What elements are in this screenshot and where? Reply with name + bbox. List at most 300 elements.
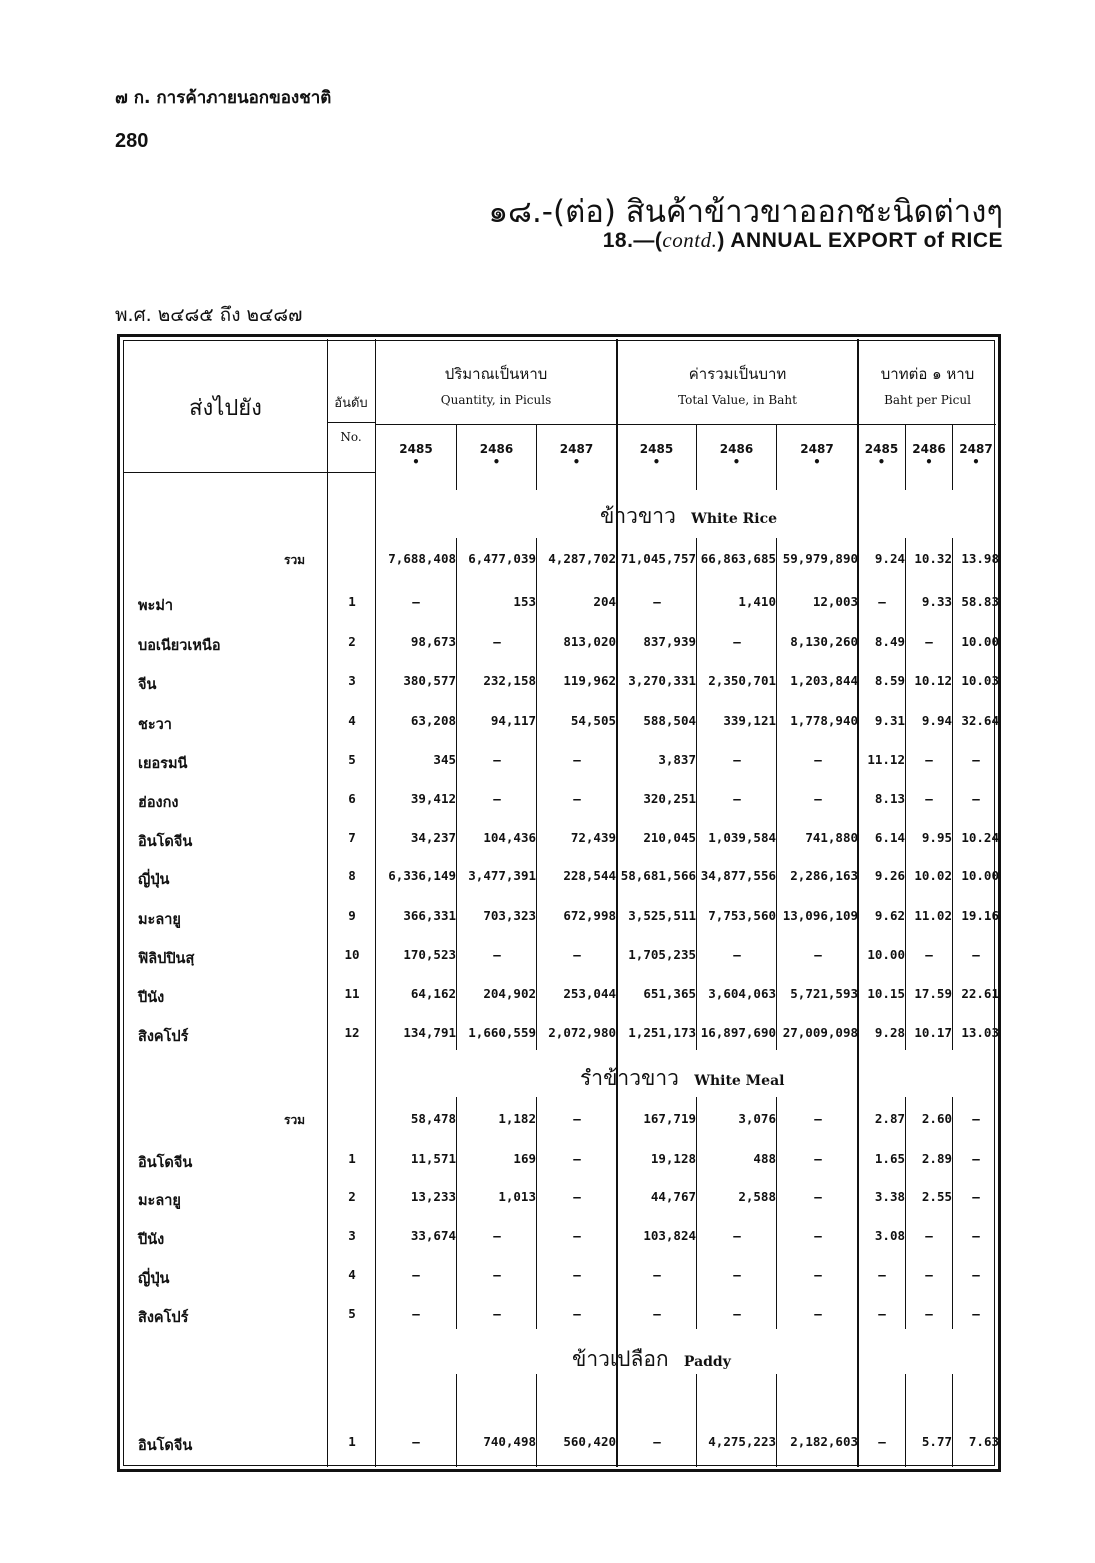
cell-value: — — [573, 1267, 581, 1282]
cell-value: 13,096,109 — [782, 908, 858, 923]
section-title-white-rice — [600, 500, 777, 533]
cell-value: 232,158 — [483, 673, 536, 688]
destination-name: ชะวา — [138, 717, 172, 733]
cell-value: 4,275,223 — [708, 1434, 776, 1449]
cell-value: 22.61 — [961, 986, 999, 1001]
cell-value: 167,719 — [643, 1111, 696, 1126]
cell-value: — — [925, 791, 933, 806]
cell-value: 58,681,566 — [620, 868, 696, 883]
year-mark: • — [925, 455, 933, 469]
cell-value: 34,237 — [410, 830, 456, 845]
cell-value: — — [925, 947, 933, 962]
table-row — [0, 908, 1095, 928]
cell-value: — — [733, 1306, 741, 1321]
cell-value: 10.32 — [914, 551, 952, 566]
cell-value: 339,121 — [723, 713, 776, 728]
section-title-white-meal — [580, 1062, 784, 1095]
header-rank-thai: อันดับ — [334, 396, 368, 411]
rank-number: 7 — [348, 830, 356, 845]
table-row — [0, 594, 1095, 614]
cell-value: 9.62 — [874, 908, 905, 923]
cell-value: — — [412, 594, 420, 609]
header-year — [457, 443, 536, 469]
header-year — [906, 443, 952, 469]
sub-col-line — [456, 1097, 457, 1329]
cell-value: 5,721,593 — [790, 986, 858, 1001]
cell-value: — — [814, 1306, 822, 1321]
cell-value: 44,767 — [650, 1189, 696, 1204]
header-rule-years — [376, 424, 996, 425]
cell-value: — — [653, 594, 661, 609]
destination-name: สิงคโปร์ — [138, 1029, 189, 1045]
cell-value: 153 — [513, 594, 536, 609]
table-row — [0, 986, 1095, 1006]
cell-value: 2.89 — [921, 1151, 952, 1166]
cell-value: 32.64 — [961, 713, 999, 728]
table-row — [0, 1025, 1095, 1045]
cell-value: 8.13 — [874, 791, 905, 806]
cell-value: — — [814, 947, 822, 962]
year-mark: • — [972, 455, 980, 469]
cell-value: — — [878, 1306, 886, 1321]
cell-value: 6.14 — [874, 830, 905, 845]
header-year — [777, 443, 857, 469]
table-row — [0, 1267, 1095, 1287]
cell-value: — — [573, 1151, 581, 1166]
cell-value: 58.83 — [961, 594, 999, 609]
cell-value: 740,498 — [483, 1434, 536, 1449]
title-prefix: 18.—( — [602, 229, 663, 252]
cell-value: 7.63 — [968, 1434, 999, 1449]
rank-number: 8 — [348, 868, 356, 883]
destination-name: พะม่า — [138, 598, 174, 614]
period-label: พ.ศ. ๒๔๘๕ ถึง ๒๔๘๗ — [115, 304, 303, 326]
cell-value: 3,076 — [738, 1111, 776, 1126]
cell-value: 1,660,559 — [468, 1025, 536, 1040]
rank-number: 4 — [348, 713, 356, 728]
cell-value: — — [925, 752, 933, 767]
cell-value: — — [653, 1434, 661, 1449]
cell-value: 345 — [433, 752, 456, 767]
total-label: รวม — [284, 553, 306, 567]
table-inner-border — [123, 340, 995, 1466]
table-row — [0, 868, 1095, 888]
cell-value: 837,939 — [643, 634, 696, 649]
destination-name: เยอรมนี — [138, 756, 188, 772]
cell-value: 9.94 — [921, 713, 952, 728]
rank-number: 5 — [348, 1306, 356, 1321]
cell-value: 1,039,584 — [708, 830, 776, 845]
destination-name: ปีนัง — [138, 990, 165, 1006]
cell-value: — — [972, 1228, 980, 1243]
cell-value: 2.60 — [921, 1111, 952, 1126]
header-baht-per-picul-thai: บาทต่อ ๑ หาบ — [880, 365, 975, 383]
cell-value: 8.59 — [874, 673, 905, 688]
cell-value: — — [733, 791, 741, 806]
cell-value: — — [733, 1267, 741, 1282]
table-row — [0, 1306, 1095, 1326]
cell-value: — — [653, 1306, 661, 1321]
col-line-val — [857, 339, 859, 1467]
cell-value: 3,270,331 — [628, 673, 696, 688]
header-rule-no — [328, 472, 375, 473]
cell-value: 380,577 — [403, 673, 456, 688]
cell-value: 813,020 — [563, 634, 616, 649]
cell-value: — — [925, 1228, 933, 1243]
header-year — [697, 443, 776, 469]
cell-value: 8,130,260 — [790, 634, 858, 649]
cell-value: 10.03 — [961, 673, 999, 688]
year-label: 2486 — [912, 442, 946, 456]
cell-value: 10.17 — [914, 1025, 952, 1040]
page-number: 280 — [115, 130, 149, 152]
cell-value: 10.00 — [867, 947, 905, 962]
cell-value: — — [814, 1228, 822, 1243]
table-row — [0, 673, 1095, 693]
cell-value: 72,439 — [570, 830, 616, 845]
destination-name: ฮ่องกง — [138, 795, 179, 811]
cell-value: 13.03 — [961, 1025, 999, 1040]
cell-value: 488 — [753, 1151, 776, 1166]
cell-value: — — [493, 1228, 501, 1243]
cell-value: — — [925, 634, 933, 649]
table-row — [0, 1228, 1095, 1248]
section-title-thai: ข้าวเปลือก — [572, 1347, 669, 1371]
cell-value: — — [573, 791, 581, 806]
year-mark: • — [492, 455, 501, 469]
cell-value: 66,863,685 — [700, 551, 776, 566]
cell-value: — — [493, 791, 501, 806]
cell-value: 7,688,408 — [388, 551, 456, 566]
cell-value: — — [733, 947, 741, 962]
cell-value: 170,523 — [403, 947, 456, 962]
cell-value: — — [493, 1267, 501, 1282]
cell-value: 9.28 — [874, 1025, 905, 1040]
cell-value: 134,791 — [403, 1025, 456, 1040]
cell-value: 169 — [513, 1151, 536, 1166]
cell-value: 1.65 — [874, 1151, 905, 1166]
cell-value: 2,588 — [738, 1189, 776, 1204]
table-frame — [117, 334, 1001, 1472]
cell-value: 27,009,098 — [782, 1025, 858, 1040]
rank-number: 12 — [344, 1025, 360, 1040]
cell-value: — — [573, 1111, 581, 1126]
rank-number: 1 — [348, 1434, 356, 1449]
cell-value: 1,410 — [738, 594, 776, 609]
cell-value: 34,877,556 — [700, 868, 776, 883]
destination-name: ญี่ปุ่น — [138, 1271, 170, 1287]
cell-value: 204 — [593, 594, 616, 609]
rank-number: 11 — [344, 986, 360, 1001]
cell-value: — — [733, 634, 741, 649]
cell-value: 9.24 — [874, 551, 905, 566]
year-label: 2485 — [639, 442, 674, 456]
header-rule-dest — [123, 472, 327, 473]
cell-value: 19,128 — [650, 1151, 696, 1166]
year-mark: • — [813, 455, 821, 469]
cell-value: — — [972, 1306, 980, 1321]
cell-value: 560,420 — [563, 1434, 616, 1449]
cell-value: 9.26 — [874, 868, 905, 883]
destination-name: สิงคโปร์ — [138, 1310, 189, 1326]
cell-value: 672,998 — [563, 908, 616, 923]
cell-value: 6,336,149 — [388, 868, 456, 883]
year-label: 2485 — [864, 442, 899, 456]
table-row — [0, 634, 1095, 654]
cell-value: 13,233 — [410, 1189, 456, 1204]
cell-value: — — [733, 1228, 741, 1243]
cell-value: 228,544 — [563, 868, 616, 883]
cell-value: 1,705,235 — [628, 947, 696, 962]
cell-value: — — [972, 1151, 980, 1166]
table-row — [0, 947, 1095, 967]
section-title-english: White Rice — [691, 511, 778, 527]
header-value-english: Total Value, in Baht — [678, 393, 797, 407]
cell-value: 3,477,391 — [468, 868, 536, 883]
col-line-dest — [327, 339, 328, 1467]
cell-value: — — [878, 594, 886, 609]
cell-value: 16,897,690 — [700, 1025, 776, 1040]
cell-value: — — [972, 1267, 980, 1282]
cell-value: 12,003 — [812, 594, 858, 609]
table-row — [0, 791, 1095, 811]
cell-value: 204,902 — [483, 986, 536, 1001]
cell-value: 1,203,844 — [790, 673, 858, 688]
cell-value: 210,045 — [643, 830, 696, 845]
cell-value: — — [493, 1306, 501, 1321]
cell-value: — — [814, 1267, 822, 1282]
cell-value: 11.12 — [867, 752, 905, 767]
cell-value: 71,045,757 — [620, 551, 696, 566]
table-row — [0, 1434, 1095, 1454]
year-mark: • — [877, 455, 886, 469]
cell-value: 6,477,039 — [468, 551, 536, 566]
header-year — [617, 443, 696, 469]
rank-number: 4 — [348, 1267, 356, 1282]
cell-value: 5.77 — [921, 1434, 952, 1449]
header-year — [953, 443, 999, 469]
cell-value: 3,604,063 — [708, 986, 776, 1001]
cell-value: 64,162 — [410, 986, 456, 1001]
destination-name: จีน — [138, 677, 157, 693]
cell-value: — — [925, 1306, 933, 1321]
cell-value: — — [814, 791, 822, 806]
cell-value: — — [733, 752, 741, 767]
cell-value: — — [972, 1189, 980, 1204]
title-contd: contd. — [662, 228, 718, 252]
cell-value: — — [493, 634, 501, 649]
table-row — [0, 1189, 1095, 1209]
destination-name: อินโดจีน — [138, 834, 193, 850]
cell-value: 588,504 — [643, 713, 696, 728]
rank-number: 2 — [348, 634, 356, 649]
year-mark: • — [412, 455, 420, 469]
destination-name: ปีนัง — [138, 1232, 165, 1248]
year-label: 2487 — [800, 442, 834, 456]
cell-value: 2,286,163 — [790, 868, 858, 883]
cell-value: 54,505 — [570, 713, 616, 728]
cell-value: 3,525,511 — [628, 908, 696, 923]
header-destination: ส่งไปยัง — [189, 396, 262, 421]
cell-value: 10.12 — [914, 673, 952, 688]
table-title-english — [603, 228, 1003, 253]
cell-value: — — [573, 752, 581, 767]
total-row — [0, 551, 1095, 571]
header-year — [376, 443, 456, 469]
rank-number: 5 — [348, 752, 356, 767]
sub-col-line — [536, 1097, 537, 1329]
rank-number: 6 — [348, 791, 356, 806]
header-year — [858, 443, 905, 469]
rank-number: 10 — [344, 947, 360, 962]
cell-value: — — [814, 1151, 822, 1166]
cell-value: 63,208 — [410, 713, 456, 728]
cell-value: — — [493, 752, 501, 767]
cell-value: 2,350,701 — [708, 673, 776, 688]
cell-value: 10.00 — [961, 868, 999, 883]
cell-value: 320,251 — [643, 791, 696, 806]
year-mark: • — [652, 455, 661, 469]
cell-value: 58,478 — [410, 1111, 456, 1126]
year-label: 2486 — [719, 442, 754, 456]
cell-value: 1,013 — [498, 1189, 536, 1204]
cell-value: 103,824 — [643, 1228, 696, 1243]
cell-value: — — [925, 1267, 933, 1282]
cell-value: 59,979,890 — [782, 551, 858, 566]
cell-value: — — [972, 752, 980, 767]
cell-value: 253,044 — [563, 986, 616, 1001]
table-row — [0, 830, 1095, 850]
cell-value: 703,323 — [483, 908, 536, 923]
title-suffix: ) ANNUAL EXPORT of RICE — [717, 229, 1003, 252]
cell-value: — — [412, 1306, 420, 1321]
cell-value: 3.08 — [874, 1228, 905, 1243]
cell-value: — — [878, 1267, 886, 1282]
rank-number: 2 — [348, 1189, 356, 1204]
destination-name: อินโดจีน — [138, 1155, 193, 1171]
year-mark: • — [572, 455, 581, 469]
total-label: รวม — [284, 1113, 306, 1127]
cell-value: — — [653, 1267, 661, 1282]
cell-value: 10.00 — [961, 634, 999, 649]
header-baht-per-picul-english: Baht per Picul — [884, 393, 971, 407]
year-label: 2487 — [559, 442, 594, 456]
table-row — [0, 1151, 1095, 1171]
cell-value: 2.55 — [921, 1189, 952, 1204]
cell-value: — — [814, 1111, 822, 1126]
cell-value: 3,837 — [658, 752, 696, 767]
cell-value: 11.02 — [914, 908, 952, 923]
year-mark: • — [732, 455, 741, 469]
year-label: 2487 — [959, 442, 993, 456]
cell-value: — — [972, 791, 980, 806]
header-value-thai: ค่ารวมเป็นบาท — [688, 365, 787, 383]
table-row — [0, 752, 1095, 772]
rank-number: 3 — [348, 1228, 356, 1243]
cell-value: — — [814, 752, 822, 767]
cell-value: 3.38 — [874, 1189, 905, 1204]
cell-value: — — [573, 947, 581, 962]
cell-value: 33,674 — [410, 1228, 456, 1243]
cell-value: 1,251,173 — [628, 1025, 696, 1040]
year-label: 2485 — [399, 442, 433, 456]
section-title-english: White Meal — [694, 1073, 785, 1089]
cell-value: 13.98 — [961, 551, 999, 566]
cell-value: 1,778,940 — [790, 713, 858, 728]
cell-value: — — [814, 1189, 822, 1204]
cell-value: 10.15 — [867, 986, 905, 1001]
cell-value: 119,962 — [563, 673, 616, 688]
table-title-thai: ๑๘.-(ต่อ) สินค้าข้าวขาออกชะนิดต่างๆ — [488, 194, 1003, 230]
destination-name: อินโดจีน — [138, 1438, 193, 1454]
cell-value: 9.95 — [921, 830, 952, 845]
section-title-thai: รำข้าวขาว — [580, 1066, 679, 1090]
rank-number: 9 — [348, 908, 356, 923]
destination-name: มะลายู — [138, 1193, 181, 1209]
cell-value: 11,571 — [410, 1151, 456, 1166]
cell-value: — — [972, 1111, 980, 1126]
section-title-paddy — [572, 1343, 731, 1376]
cell-value: 9.31 — [874, 713, 905, 728]
table-row — [0, 713, 1095, 733]
cell-value: — — [878, 1434, 886, 1449]
year-label: 2486 — [479, 442, 514, 456]
cell-value: — — [412, 1267, 420, 1282]
cell-value: 1,182 — [498, 1111, 536, 1126]
cell-value: — — [573, 1306, 581, 1321]
cell-value: — — [412, 1434, 420, 1449]
cell-value: 19.16 — [961, 908, 999, 923]
sub-col-line — [696, 1097, 697, 1329]
section-title-english: Paddy — [683, 1354, 731, 1370]
cell-value: 10.02 — [914, 868, 952, 883]
cell-value: 651,365 — [643, 986, 696, 1001]
header-quantity-thai: ปริมาณเป็นหาบ — [444, 365, 548, 383]
destination-name: ฟิลิปปินสฺ — [138, 951, 195, 967]
destination-name: มะลายู — [138, 912, 181, 928]
cell-value: 2,182,603 — [790, 1434, 858, 1449]
cell-value: 741,880 — [805, 830, 858, 845]
rank-number: 1 — [348, 1151, 356, 1166]
rank-number: 1 — [348, 594, 356, 609]
cell-value: 7,753,560 — [708, 908, 776, 923]
cell-value: 2.87 — [874, 1111, 905, 1126]
destination-name: บอเนียวเหนือ — [138, 638, 221, 654]
sub-col-line — [776, 1097, 777, 1329]
header-quantity-english: Quantity, in Piculs — [440, 393, 552, 407]
running-head: ๗ ก. การค้าภายนอกของชาติ — [115, 88, 332, 108]
sub-col-line — [952, 1097, 953, 1329]
cell-value: 98,673 — [410, 634, 456, 649]
cell-value: — — [573, 1189, 581, 1204]
cell-value: 9.33 — [921, 594, 952, 609]
cell-value: — — [493, 947, 501, 962]
sub-col-line — [905, 1097, 906, 1329]
header-rule-no-split — [328, 422, 375, 423]
cell-value: 10.24 — [961, 830, 999, 845]
cell-value: — — [573, 1228, 581, 1243]
cell-value: 39,412 — [410, 791, 456, 806]
cell-value: 104,436 — [483, 830, 536, 845]
col-line-no — [375, 339, 376, 1467]
total-row — [0, 1111, 1095, 1131]
cell-value: 94,117 — [490, 713, 536, 728]
cell-value: 8.49 — [874, 634, 905, 649]
cell-value: — — [972, 947, 980, 962]
destination-name: ญี่ปุ่น — [138, 872, 170, 888]
header-rank-english: No. — [340, 430, 362, 444]
section-title-thai: ข้าวขาว — [600, 504, 676, 528]
